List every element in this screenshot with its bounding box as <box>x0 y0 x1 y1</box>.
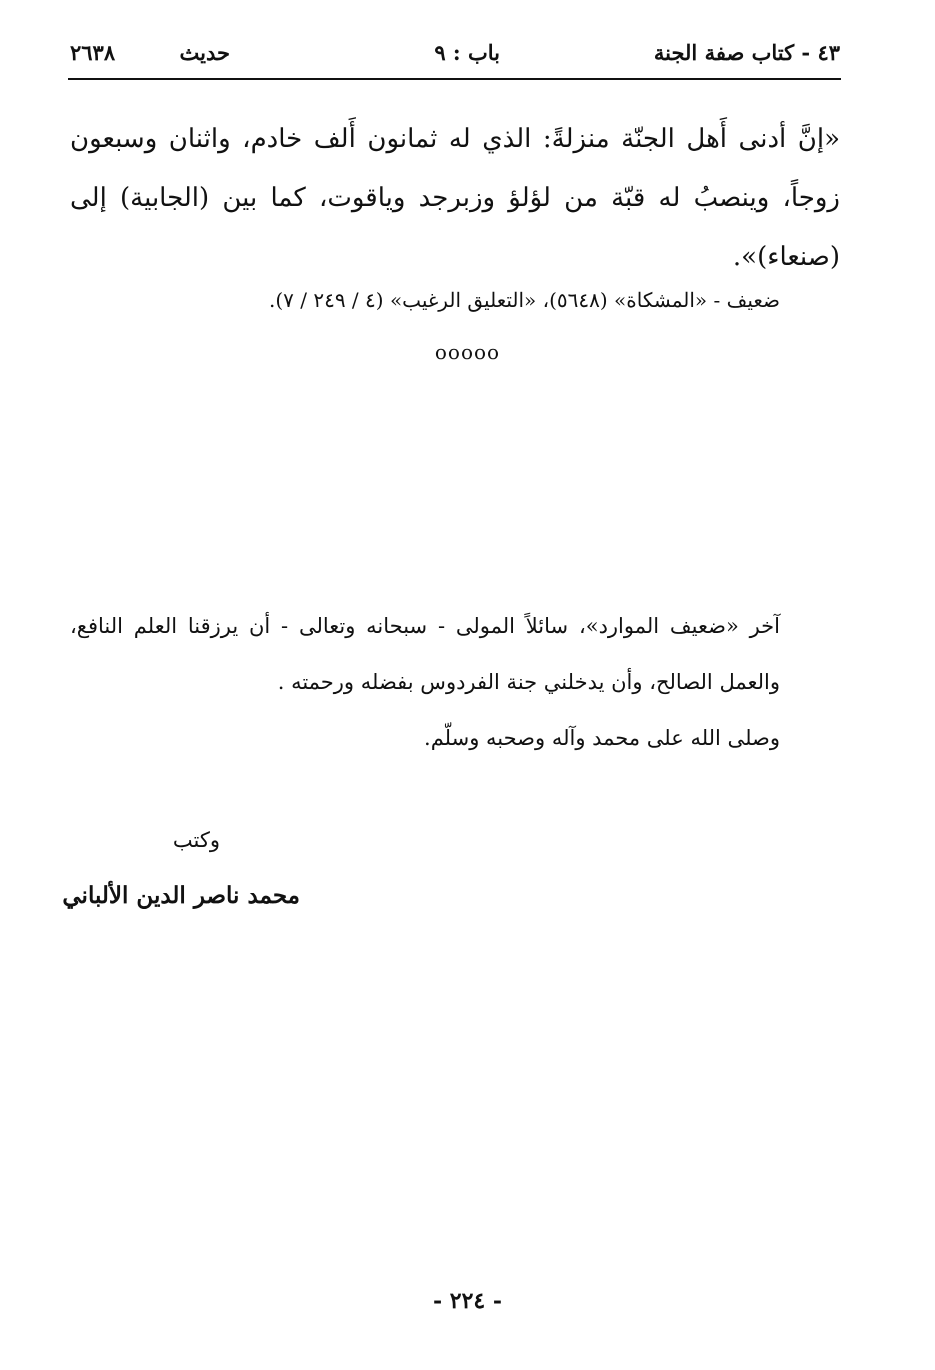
signature-intro: وكتب <box>172 828 220 852</box>
running-header <box>70 40 840 80</box>
chapter-number: باب : ٩ <box>434 40 500 65</box>
hadith-number: ٢٦٣٨ <box>70 40 116 65</box>
hadith-text: «إنَّ أدنى أَهل الجنّة منزلةً: الذي له ثمانون أَلف خادم، واثنان وسبعون زوجاً، وينصبُ له قبّة من لؤلؤ وزبرجد وياقوت، كما بين (الجابية) إلى (صنعاء)». <box>70 124 840 272</box>
page-number: - ٢٢٤ - <box>432 1288 503 1314</box>
header-rule <box>68 78 841 80</box>
section-separator: ooooo <box>434 340 501 364</box>
hadith-label: حديث <box>179 40 230 65</box>
closing-remarks <box>70 598 840 766</box>
hadith-grading: ضعيف - «المشكاة» (٥٦٤٨)، «التعليق الرغيب» (٤ / ٢٤٩ / ٧). <box>268 288 780 312</box>
closing-prayer: وصلى الله على محمد وآله وصحبه وسلّم. <box>424 726 780 750</box>
author-name: محمد ناصر الدين الألباني <box>62 882 300 909</box>
closing-paragraph: آخر «ضعيف الموارد»، سائلاً المولى - سبحانه وتعالى - أن يرزقنا العلم النافع، والعمل الصالح، وأن يدخلني جنة الفردوس بفضله ورحمته . <box>70 614 780 694</box>
book-title: ٤٣ - كتاب صفة الجنة <box>653 40 840 65</box>
